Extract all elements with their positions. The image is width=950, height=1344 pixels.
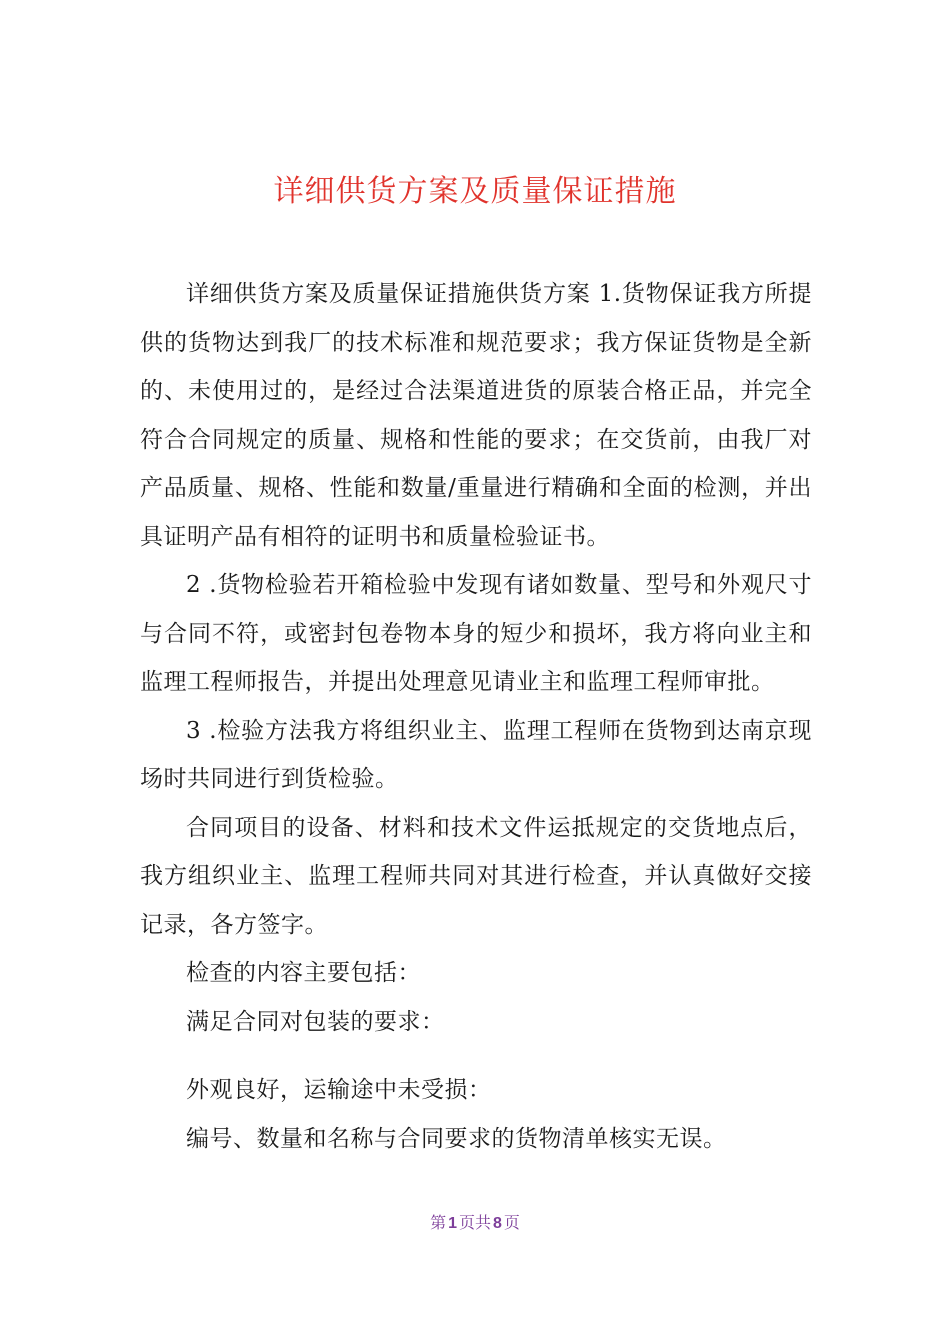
paragraph-inspection-contents: 检查的内容主要包括： — [186, 960, 421, 986]
footer-prefix: 第 — [430, 1213, 447, 1232]
paragraph-inspection-method: 3 .检验方法我方将组织业主、监理工程师在货物到达南京现场时共同进行到货检验。 — [140, 717, 812, 792]
document-title: 详细供货方案及质量保证措施 — [273, 174, 677, 209]
page-number-footer — [0, 1210, 950, 1233]
document-body — [140, 270, 812, 1163]
footer-suffix: 页 — [503, 1213, 520, 1232]
footer-middle: 页共 — [458, 1213, 491, 1232]
footer-total-pages: 8 — [493, 1215, 502, 1232]
paragraph-joint-inspection: 合同项目的设备、材料和技术文件运抵规定的交货地点后，我方组织业主、监理工程师共同对其进行检查，并认真做好交接记录，各方签字。 — [140, 814, 812, 938]
paragraph-goods-inspection: 2 .货物检验若开箱检验中发现有诸如数量、型号和外观尺寸与合同不符，或密封包卷物本身的短少和损坏，我方将向业主和监理工程师报告，并提出处理意见请业主和监理工程师审批。 — [140, 572, 812, 695]
paragraph-supply-plan: 详细供货方案及质量保证措施供货方案 1.货物保证我方所提供的货物达到我厂的技术标准和规范要求；我方保证货物是全新的、未使用过的，是经过合法渠道进货的原装合格正品，并完全符合合同规定的质量、规格和性能的要求；在交货前，由我厂对产品质量、规格、性能和数量/重量进行精确和全面的检测，并出具证明产品有相符的证明书和质量检验证书。 — [140, 281, 812, 550]
footer-current-page: 1 — [448, 1215, 457, 1232]
paragraph-appearance: 外观良好，运输途中未受损： — [186, 1077, 492, 1103]
paragraph-packaging-requirement: 满足合同对包装的要求： — [186, 1008, 445, 1035]
paragraph-checklist-verification: 编号、数量和名称与合同要求的货物清单核实无误。 — [186, 1125, 727, 1152]
